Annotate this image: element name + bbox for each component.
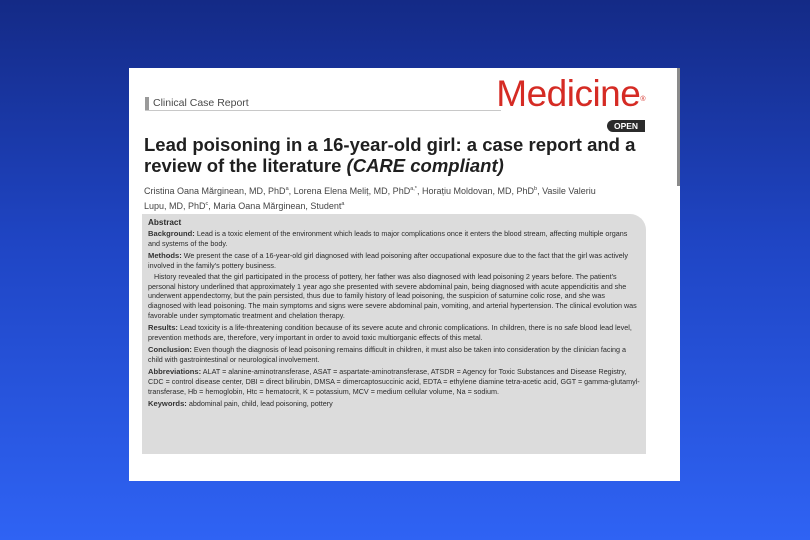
section-label: Clinical Case Report	[145, 97, 249, 110]
author-list	[144, 183, 614, 213]
title-sub: (CARE compliant)	[346, 154, 504, 176]
open-access-badge: OPEN	[607, 120, 645, 132]
abstract-methods: Methods: We present the case of a 16-year-old girl diagnosed with lead poisoning after occupational exposure due to the fact that the girl was actively involved in the family's pottery business.	[148, 250, 628, 270]
author: Horațiu Moldovan, MD, PhD$^b$,	[421, 186, 543, 196]
journal-logo	[496, 72, 645, 116]
registered-mark: ®	[640, 96, 645, 103]
journal-name: Medicine	[496, 73, 641, 114]
author: Lorena Elena Meliț, MD, PhD$^{a,*}$,	[293, 186, 422, 196]
abstract-history: History revealed that the girl participated in the process of pottery, her father was also diagnosed with lead poisoning 2 years before. The patient's personal history underlined that approximately 1 year ago she presented with severe abdominal pain, being diagnosed with acute appendicitis and she underwent appendectomy, but the pain persisted, thus due to family history of lead poisoning, the suspicion of saturnine colic rose, and she was diagnosed with lead poisoning. The main symptoms and signs were severe abdominal pain, vomiting, and arterial hypertension. The clinical evolution was favorable under symptomatic treatment and chelation therapy.	[148, 271, 637, 321]
article-title	[144, 135, 664, 176]
abstract-background: Background: Lead is a toxic element of the environment which leads to major complications once it enters the blood stream, affecting multiple organs and systems of the body.	[148, 229, 628, 248]
title-main: Lead poisoning in a 16-year-old girl: a case report and a review of the literature	[144, 134, 636, 176]
article-page	[129, 68, 680, 481]
abstract-heading: Abstract	[148, 218, 182, 227]
abstract-results: Results: Lead toxicity is a life-threatening condition because of its severe acute and chronic complications. In children, there is no safe blood lead level, prevention methods are, therefore, very important in order to avoid toxic multiorganic effects of this metal.	[148, 323, 632, 343]
abstract-abbreviations: Abbreviations: ALAT = alanine-aminotransferase, ASAT = aspartate-aminotransferase, ATSDR = Agency for Toxic Substances and Disease Registry, CDC = control disease center, DBI = direct bilirubin, DMSA = dimercaptosuccinic acid, EDTA = ethylene diamine tetra-acetic acid, GGT = gamma-glutamyl-transferase, Hb = hemoglobin, Htc = hematocrit, K = potassium, MCV = medium cellular volume, Na = sodium.	[148, 366, 640, 396]
section-divider	[145, 110, 501, 111]
author: Maria Oana Mărginean, Student$^a$	[213, 201, 345, 211]
abstract-conclusion: Conclusion: Even though the diagnosis of lead poisoning remains difficult in children, it must also be taken into consideration by the clinician facing a child with gastrointestinal or neurological involvement.	[148, 344, 627, 364]
author: Cristina Oana Mărginean, MD, PhD$^a$,	[144, 186, 294, 196]
abstract-box	[142, 214, 646, 454]
scrollbar[interactable]	[677, 68, 680, 186]
author: Vasile Valeriu Lupu, MD, PhD$^c$,	[144, 186, 596, 211]
abstract-keywords: Keywords: abdominal pain, child, lead poisoning, pottery	[148, 398, 333, 408]
